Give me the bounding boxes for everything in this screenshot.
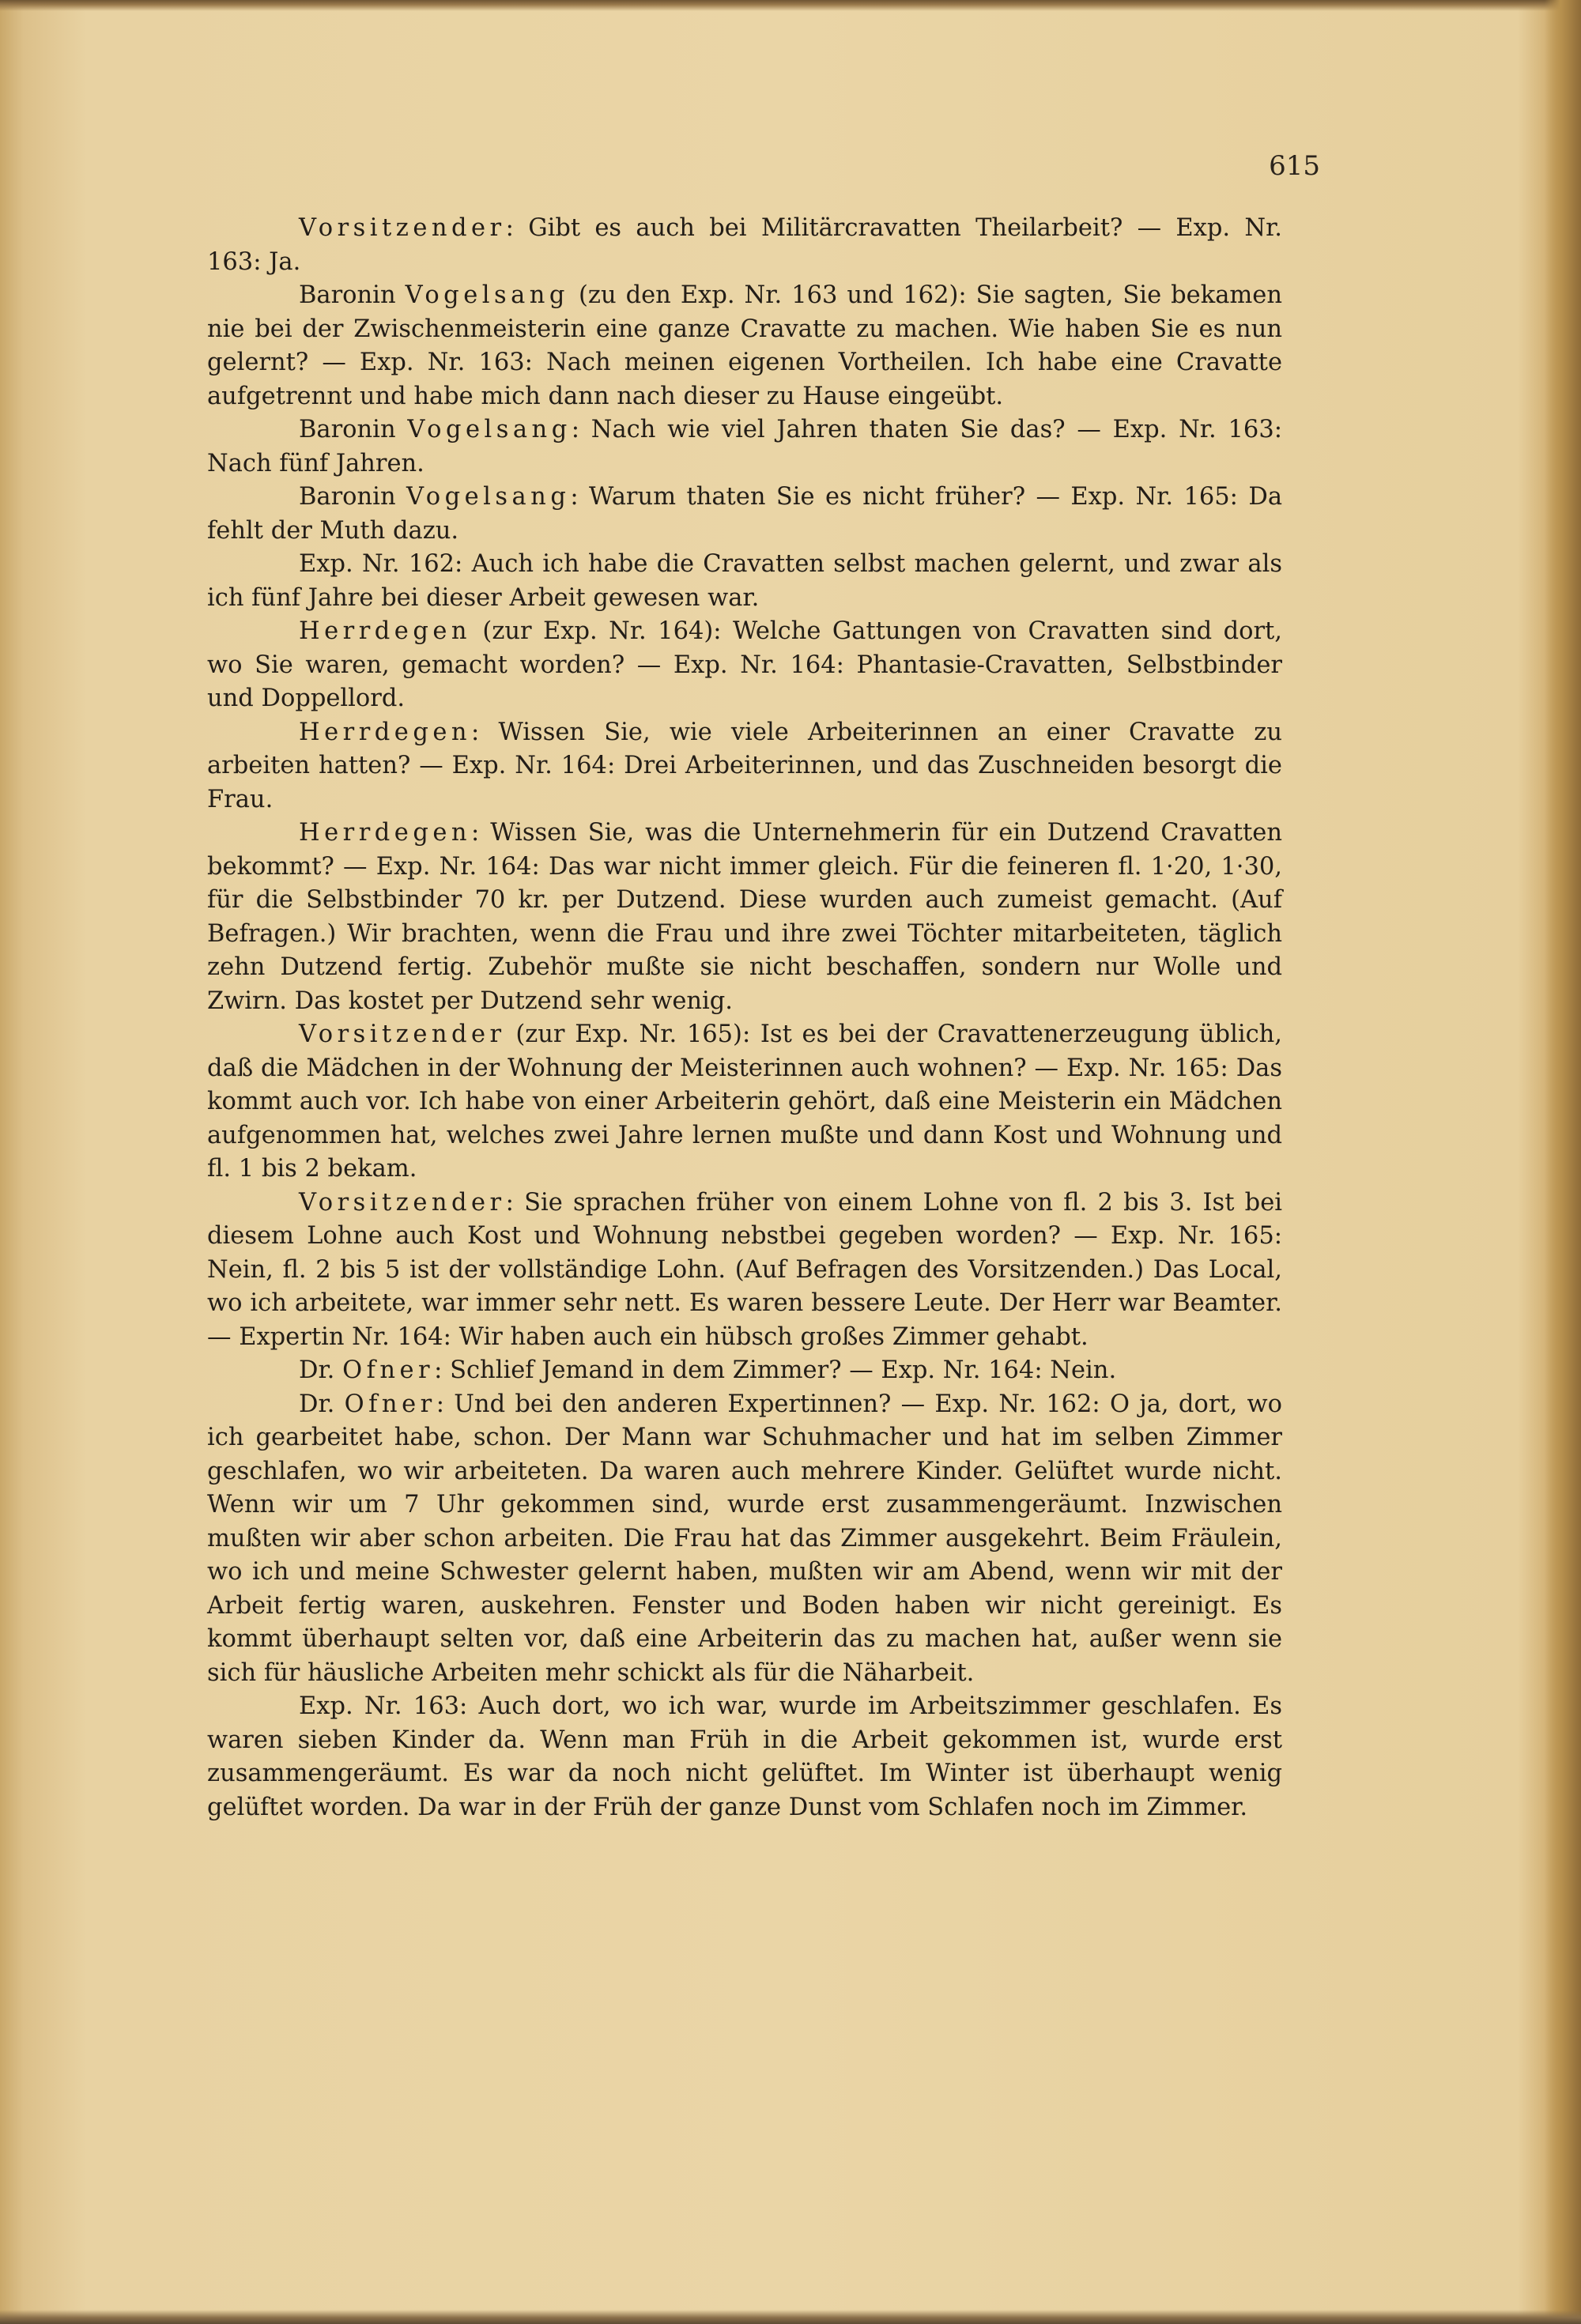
paragraph-text: : Gibt es auch bei Militärcravatten Theilarbeit? — Exp. Nr. 163: Ja. [207, 214, 1282, 276]
speaker-name: Vorsitzender [299, 1188, 506, 1217]
paragraph-text: (zu den Exp. Nr. 163 und 162): Sie sagten, Sie bekamen nie bei der Zwischenmeisterin eine ganze Cravatte zu machen. Wie haben Sie es nun gelernt? — Exp. Nr. 163: Nach meinen eigenen Vortheilen. Ich habe eine Cravatte aufgetrennt und habe mich dann nach dieser zu Hause eingeübt. [207, 281, 1282, 410]
paragraph [207, 817, 1282, 1018]
paragraph [207, 716, 1282, 817]
paragraph-text: (zur Exp. Nr. 165): Ist es bei der Cravattenerzeugung üblich, daß die Mädchen in der Wohnung der Meisterinnen auch wohnen? — Exp. Nr. 165: Das kommt auch vor. Ich habe von einer Arbeiterin gehört, daß eine Meisterin ein Mädchen aufgenommen hat, welches zwei Jahre lernen mußte und dann Kost und Wohnung und fl. 1 bis 2 bekam. [207, 1021, 1282, 1183]
paragraph-text: Exp. Nr. 163: Auch dort, wo ich war, wurde im Arbeitszimmer geschlafen. Es waren sieben Kinder da. Wenn man Früh in die Arbeit gekommen ist, wurde erst zusammengeräumt. Es war da noch nicht gelüftet. Im Winter ist überhaupt wenig gelüftet worden. Da war in der Früh der ganze Dunst vom Schlafen noch im Zimmer. [207, 1692, 1282, 1821]
paragraph-text: : Schlief Jemand in dem Zimmer? — Exp. Nr. 164: Nein. [434, 1356, 1117, 1384]
paragraph-text: : Sie sprachen früher von einem Lohne von fl. 2 bis 3. Ist bei diesem Lohne auch Kost und Wohnung nebstbei gegeben worden? — Exp. Nr. 165: Nein, fl. 2 bis 5 ist der vollständige Lohn. (Auf Befragen des Vorsitzenden.) Das Local, wo ich arbeitete, war immer sehr nett. Es waren bessere Leute. Der Herr war Beamter. — Expertin Nr. 164: Wir haben auch ein hübsch großes Zimmer gehabt. [207, 1188, 1282, 1351]
paragraph [207, 413, 1282, 481]
paragraph [207, 1018, 1282, 1187]
paragraph [207, 481, 1282, 548]
speaker-title: Baronin [299, 416, 408, 443]
speaker-name: Ofner [344, 1390, 436, 1418]
text-block [207, 212, 1282, 1824]
paragraph [207, 212, 1282, 279]
paragraph [207, 548, 1282, 615]
paragraph [207, 1388, 1282, 1691]
paragraph-text: (zur Exp. Nr. 164): Welche Gattungen von Cravatten sind dort, wo Sie waren, gemacht worden? — Exp. Nr. 164: Phantasie-Cravatten, Selbstbinder und Doppellord. [207, 617, 1282, 712]
speaker-name: Vogelsang [406, 483, 571, 511]
paragraph-text: : Warum thaten Sie es nicht früher? — Exp. Nr. 165: Da fehlt der Muth dazu. [207, 483, 1283, 545]
speaker-title: Baronin [299, 483, 406, 511]
speaker-name: Vorsitzender [299, 1021, 506, 1048]
paragraph-text: : Nach wie viel Jahren thaten Sie das? — Exp. Nr. 163: Nach fünf Jahren. [207, 416, 1282, 477]
paragraph-text: : Wissen Sie, wie viele Arbeiterinnen an einer Cravatte zu arbeiten hatten? — Exp. Nr. 164: Drei Arbeiterinnen, und das Zuschneiden besorgt die Frau. [207, 718, 1282, 813]
paragraph-text: Exp. Nr. 162: Auch ich habe die Cravatten selbst machen gelernt, und zwar als ich fünf Jahre bei dieser Arbeit gewesen war. [207, 550, 1282, 612]
page-right-edge [1545, 0, 1581, 2324]
page-bottom-edge [0, 2310, 1581, 2324]
speaker-name: Ofner [342, 1356, 435, 1384]
speaker-name: Vogelsang [407, 416, 572, 443]
paragraph-text: : Wissen Sie, was die Unternehmerin für ein Dutzend Cravatten bekommt? — Exp. Nr. 164: Das war nicht immer gleich. Für die feineren fl. 1·20, 1·30, für die Selbstbinder 70 kr. per Dutzend. Diese wurden auch zumeist gemacht. (Auf Befragen.) Wir brachten, wenn die Frau und ihre zwei Töchter mitarbeiteten, täglich zehn Dutzend fertig. Zubehör mußte sie nicht beschaffen, sondern nur Wolle und Zwirn. Das kostet per Dutzend sehr wenig. [207, 819, 1282, 1015]
paragraph [207, 1187, 1282, 1355]
paragraph [207, 615, 1282, 716]
page-number: 615 [1269, 150, 1320, 182]
speaker-title: Dr. [299, 1390, 345, 1418]
paragraph [207, 1354, 1282, 1388]
speaker-title: Dr. [299, 1356, 343, 1384]
speaker-name: Vorsitzender [299, 214, 506, 242]
speaker-title: Baronin [299, 281, 406, 309]
page-top-edge [0, 0, 1581, 11]
speaker-name: Vogelsang [405, 281, 569, 309]
paragraph [207, 279, 1282, 413]
speaker-name: Herrdegen [299, 718, 472, 746]
speaker-name: Herrdegen [299, 617, 472, 645]
speaker-name: Herrdegen [299, 819, 472, 847]
paragraph-text: : Und bei den anderen Expertinnen? — Exp. Nr. 162: O ja, dort, wo ich gearbeitet habe, schon. Der Mann war Schuhmacher und hat im selben Zimmer geschlafen, wo wir arbeiteten. Da waren auch mehrere Kinder. Gelüftet wurde nicht. Wenn wir um 7 Uhr gekommen sind, wurde erst zusammengeräumt. Inzwischen mußten wir aber schon arbeiten. Die Frau hat das Zimmer ausgekehrt. Beim Fräulein, wo ich und meine Schwester gelernt haben, mußten wir am Abend, wenn wir mit der Arbeit fertig waren, auskehren. Fenster und Boden haben wir nicht gereinigt. Es kommt überhaupt selten vor, daß eine Arbeiterin das zu machen hat, außer wenn sie sich für häusliche Arbeiten mehr schickt als für die Näharbeit. [207, 1390, 1282, 1687]
paragraph [207, 1690, 1282, 1824]
